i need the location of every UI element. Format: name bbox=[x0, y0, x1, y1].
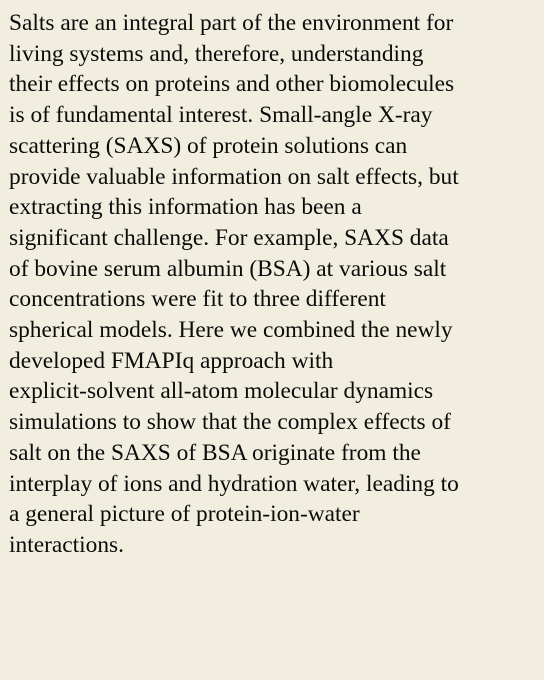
abstract-line-10: concentrations were fit to three different bbox=[9, 286, 386, 313]
abstract-line-3: their effects on proteins and other biomolecules bbox=[9, 71, 455, 98]
abstract-line-17: a general picture of protein-ion-water bbox=[9, 501, 360, 528]
abstract-line-12: developed FMAPIq approach with bbox=[9, 347, 334, 374]
abstract-line-14: simulations to show that the complex effects of bbox=[9, 409, 451, 436]
abstract-line-5: scattering (SAXS) of protein solutions can bbox=[9, 132, 408, 159]
abstract-line-7: extracting this information has been a bbox=[9, 194, 362, 221]
abstract-line-16: interplay of ions and hydration water, leading to bbox=[9, 470, 459, 497]
abstract-line-18: interactions. bbox=[9, 531, 124, 558]
abstract-line-1: Salts are an integral part of the environment for bbox=[9, 10, 454, 36]
abstract-line-6: provide valuable information on salt effects, but bbox=[9, 163, 459, 190]
abstract-line-13: explicit-solvent all-atom molecular dynamics bbox=[9, 378, 434, 405]
abstract-paragraph bbox=[9, 8, 538, 561]
abstract-line-15: salt on the SAXS of BSA originate from the bbox=[9, 439, 421, 466]
abstract-line-4: is of fundamental interest. Small-angle X-ray bbox=[9, 102, 433, 129]
abstract-line-2: living systems and, therefore, understanding bbox=[9, 40, 424, 67]
abstract-line-11: spherical models. Here we combined the newly bbox=[9, 317, 453, 344]
abstract-line-8: significant challenge. For example, SAXS data bbox=[9, 224, 449, 251]
abstract-line-9: of bovine serum albumin (BSA) at various salt bbox=[9, 255, 447, 282]
